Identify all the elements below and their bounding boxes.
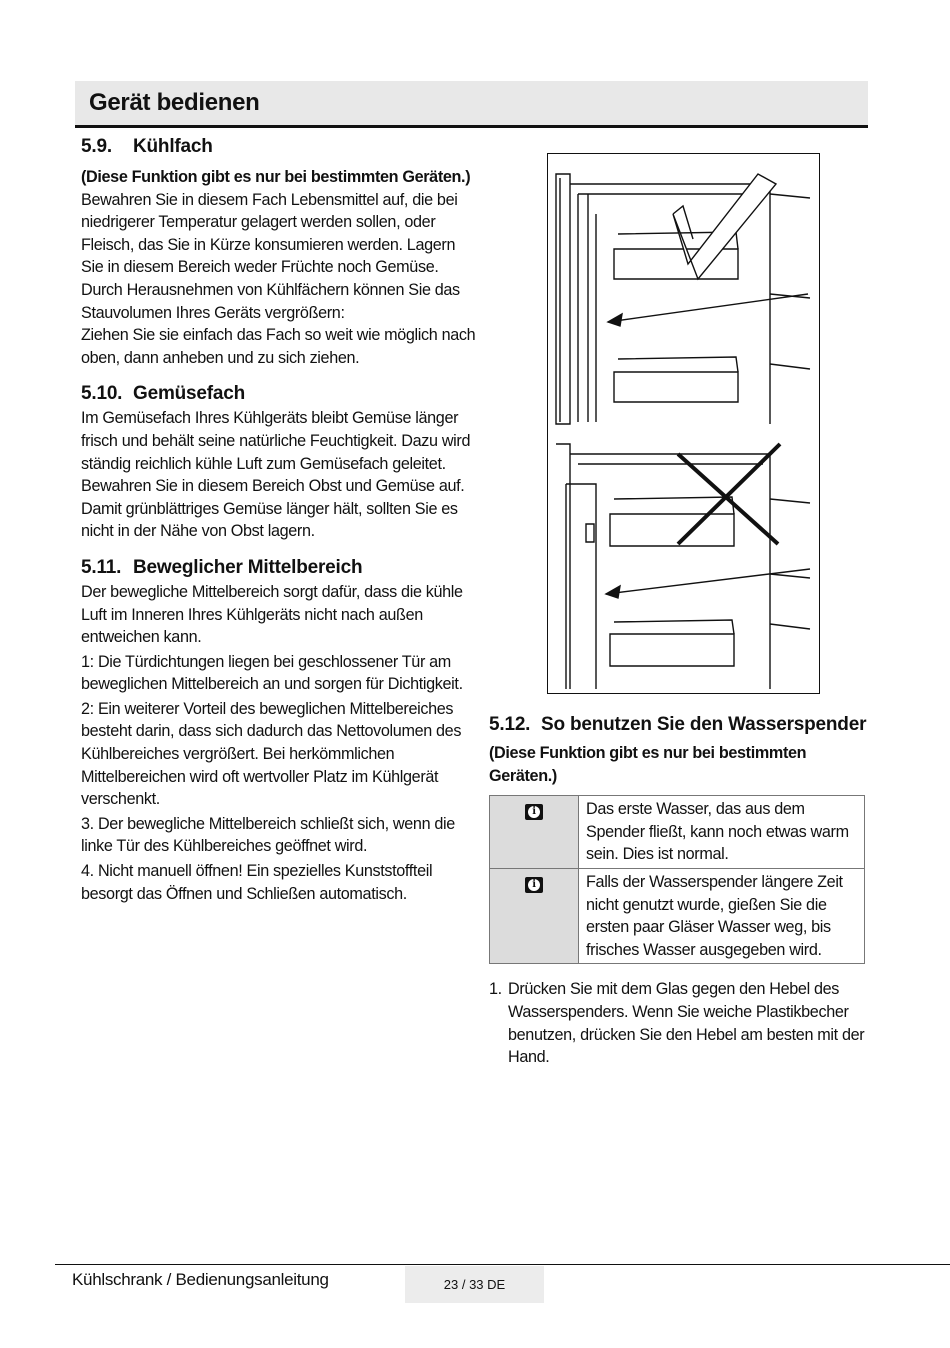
availability-note: (Diese Funktion gibt es nur bei bestimmten Geräten.) xyxy=(81,168,471,186)
step-text: Drücken Sie mit dem Glas gegen den Hebel des Wasserspenders. Wenn Sie weiche Plastikbecher benutzen, drücken Sie den Hebel am besten mit der Hand. xyxy=(508,980,865,1067)
availability-note: (Diese Funktion gibt es nur bei bestimmten Geräten.) xyxy=(489,744,807,785)
paragraph: 4. Nicht manuell öffnen! Ein spezielles Kunststoffteil besorgt das Öffnen und Schließen automatisch. xyxy=(81,862,433,903)
section-title-mittelbereich xyxy=(81,555,476,581)
page-title: Gerät bedienen xyxy=(89,89,260,116)
section-title-wasserspender xyxy=(489,712,869,738)
paragraph: Der bewegliche Mittelbereich sorgt dafür, dass die kühle Luft im Inneren Ihres Kühlgeräts nicht nach außen entweichen kann. xyxy=(81,582,463,647)
footer-divider xyxy=(55,1264,950,1265)
paragraph: 2: Ein weiterer Vorteil des beweglichen Mittelbereiches besteht darin, dass sich dadurch das Nettovolumen des Kühlbereiches vergrößert. Bei herkömmlichen Mittelbereichen wird oft wertvoller Platz im Kühlgerät verschenkt. xyxy=(81,699,462,809)
section-number: 5.10. xyxy=(81,383,123,405)
footer-document-title: Kühlschrank / Bedienungsanleitung xyxy=(72,1270,329,1289)
section-title-text: So benutzen Sie den Wasserspender xyxy=(541,714,867,735)
section-number: 5.11. xyxy=(81,556,122,578)
page-number: 23 / 33 DE xyxy=(405,1266,544,1303)
section-number: 5.12. xyxy=(489,714,531,735)
info-note-row xyxy=(490,868,865,963)
section-title-kuehlfach xyxy=(81,134,476,160)
info-note-row xyxy=(490,796,865,869)
paragraph: Durch Herausnehmen von Kühlfächern können Sie das Stauvolumen Ihres Geräts vergrößern: xyxy=(81,280,460,322)
section-title-gemuesefach xyxy=(81,381,476,407)
paragraph: Ziehen Sie sie einfach das Fach so weit wie möglich nach oben, dann anheben und zu sich ziehen. xyxy=(81,326,476,367)
step-number: 1. xyxy=(489,980,502,999)
section-title-text: Kühlfach xyxy=(133,136,213,157)
fridge-shelf-drawing xyxy=(548,154,819,693)
list-item xyxy=(489,978,869,1068)
section-title-text: Gemüsefach xyxy=(133,383,246,405)
info-notes-table xyxy=(489,795,865,964)
left-column xyxy=(81,134,476,905)
section-number: 5.9. xyxy=(81,136,112,157)
section-title-text: Beweglicher Mittelbereich xyxy=(133,556,363,578)
info-icon: i xyxy=(525,804,543,820)
paragraph: Bewahren Sie in diesem Fach Lebensmittel auf, die bei niedrigerer Temperatur gelagert werden sollen, oder Fleisch, das Sie in Kürze konsumieren werden. Lagern Sie in diesem Bereich weder Früchte noch Gemüse. xyxy=(81,190,458,277)
paragraph: Im Gemüsefach Ihres Kühlgeräts bleibt Gemüse länger frisch und behält seine natürliche Feuchtigkeit. Dazu wird ständig reichlich kühle Luft zum Gemüsefach geleitet. Bewahren Sie in diesem Bereich Obst und Gemüse auf. Damit grünblättriges Gemüse länger hält, sollten Sie es nicht in der Nähe von Obst lagern. xyxy=(81,409,471,541)
shelf-illustration xyxy=(547,153,820,694)
info-note-text: Falls der Wasserspender längere Zeit nicht genutzt wurde, gießen Sie die ersten paar Gläser Wasser weg, bis frisches Wasser ausgegeben wird. xyxy=(579,868,865,963)
info-icon: i xyxy=(525,877,543,893)
info-note-text: Das erste Wasser, das aus dem Spender fließt, kann noch etwas warm sein. Dies ist normal. xyxy=(579,796,865,869)
steps-list xyxy=(489,978,869,1068)
paragraph: 3. Der bewegliche Mittelbereich schließt sich, wenn die linke Tür des Kühlbereiches geöffnet wird. xyxy=(81,814,455,856)
right-column xyxy=(489,712,869,1069)
section-header xyxy=(75,81,868,128)
paragraph: 1: Die Türdichtungen liegen bei geschlossener Tür am beweglichen Mittelbereich an und sorgen für Dichtigkeit. xyxy=(81,652,463,694)
